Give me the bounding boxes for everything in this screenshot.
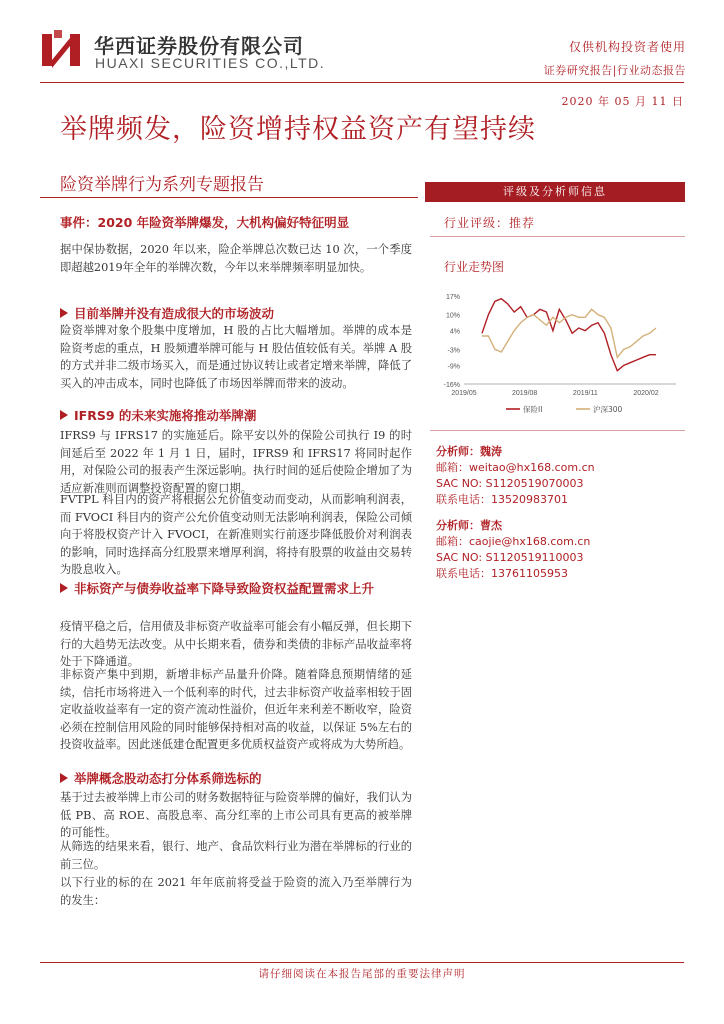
footer-divider	[40, 962, 684, 963]
legend-label: 保险II	[523, 405, 543, 414]
analyst-email[interactable]: 邮箱：weitao@hx168.com.cn	[436, 461, 595, 474]
body-paragraph: 险资举牌对象个股集中度增加，H 股的占比大幅增加。举牌的成本是险资考虑的重点，H 股频遭举牌可能与 H 股估值较低有关。举牌 A 股的方式并非二级市场买入，而是通过协议转让或者定增来举牌，降低了买入的冲击成本，同时也降低了市场因举牌而带来的波动。	[60, 324, 412, 390]
section-heading	[60, 305, 412, 323]
huaxi-logo	[40, 30, 84, 70]
legend-label: 沪深300	[593, 405, 623, 414]
report-type: 证券研究报告|行业动态报告	[543, 64, 686, 77]
section-heading-text: 举牌概念股动态打分体系筛选标的	[74, 771, 262, 786]
analyst-name: 分析师：魏涛	[436, 445, 502, 458]
body-paragraph: 从筛选的结果来看，银行、地产、食品饮料行业为潜在举牌标的行业的前三位。	[60, 840, 412, 871]
body-paragraph: 基于过去被举牌上市公司的财务数据特征与险资举牌的偏好，我们认为低 PB、高 ROE、高股息率、高分红率的上市公司具有更高的被举牌的可能性。	[60, 791, 412, 840]
sidebar-header: 评级及分析师信息	[425, 182, 685, 202]
body-paragraph: IFRS9 与 IFRS17 的实施延后。除平安以外的保险公司执行 I9 的时间延后至 2022 年 1 月 1 日，届时，IFRS9 和 IFRS17 将同时起作用，对保险公司的报表产生深远影响。执行时间的延后使险企增加了为适应新准则而调整投资配置的窗口期。	[60, 429, 412, 495]
x-tick-label: 2020/02	[633, 390, 659, 397]
y-tick-label: 17%	[445, 294, 460, 301]
analyst-name: 分析师：曹杰	[436, 519, 502, 532]
y-tick-label: -9%	[447, 363, 460, 371]
triangle-bullet-icon	[60, 410, 68, 420]
section-heading-text: IFRS9 的未来实施将推动举牌潮	[74, 408, 257, 423]
report-title: 举牌频发，险资增持权益资产有望持续	[60, 114, 536, 145]
section-heading	[60, 407, 412, 425]
series-line	[482, 299, 656, 371]
analyst-phone: 联系电话：13761105953	[436, 567, 568, 580]
y-tick-label: -16%	[443, 382, 460, 389]
body-paragraph: FVTPL 科目内的资产将根据公允价值变动而变动，从而影响利润表，而 FVOCI 科目内的资产公允价值变动则无法影响利润表，保险公司倾向于将股权资产计入 FVOCI，在新准则实行前逐步降低股价对利润表的影响，同时选择高分红股票来增厚利润，将持有股票的收益由交易转为股息收入。	[60, 493, 412, 577]
x-tick-label: 2019/08	[512, 390, 538, 397]
analyst-card	[436, 444, 595, 508]
body-paragraph: 非标资产集中到期，新增非标产品量升价降。随着降息预期情绪的延续，信托市场将进入一个低利率的时代，过去非标资产收益率相较于固定收益收益率有一定的资产流动性溢价，但近年来利差不断收窄，险资必须在控制信用风险的同时能够保持相对高的收益，以保证 5%左右的投资收益率。因此迷低建仓配置更多优质权益资产或将成为大势所趋。	[60, 668, 412, 752]
series-line	[482, 309, 656, 357]
subtitle-divider	[40, 197, 418, 198]
triangle-bullet-icon	[60, 308, 68, 318]
analyst-email[interactable]: 邮箱：caojie@hx168.com.cn	[436, 535, 591, 548]
section-heading-text: 目前举牌并没有造成很大的市场波动	[74, 306, 275, 321]
event-heading: 事件：2020 年险资举牌爆发，大机构偏好特征明显	[60, 215, 350, 230]
y-tick-label: 10%	[445, 312, 460, 320]
y-tick-label: 4%	[449, 328, 460, 336]
report-subtitle: 险资举牌行为系列专题报告	[60, 175, 264, 195]
y-tick-label: -3%	[447, 347, 460, 355]
analyst-card	[436, 518, 590, 582]
audience-note: 仅供机构投资者使用	[568, 40, 686, 54]
section-heading	[60, 770, 412, 788]
header-divider	[40, 82, 684, 83]
body-paragraph: 疫情平稳之后，信用债及非标资产收益率可能会有小幅反弹，但长期下行的大趋势无法改变。从中长期来看，债券和类债的非标产品收益率将处于下降通道。	[60, 620, 412, 669]
section-heading	[60, 580, 412, 598]
trend-chart-title: 行业走势图	[444, 260, 505, 274]
company-name-en: HUAXI SECURITIES CO.,LTD.	[95, 55, 326, 71]
report-date: 2020 年 05 月 11 日	[561, 95, 684, 108]
triangle-bullet-icon	[60, 583, 68, 593]
analyst-sac: SAC NO: S1120519070003	[436, 477, 584, 490]
sidebar-divider	[430, 236, 685, 237]
legal-notice: 请仔细阅读在本报告尾部的重要法律声明	[258, 968, 466, 980]
intro-paragraph: 据中保协数据，2020 年以来，险企举牌总次数已达 10 次，一个季度即超越2019年全年的举牌次数，今年以来举牌频率明显加快。	[60, 243, 412, 274]
analyst-phone: 联系电话：13520983701	[436, 493, 568, 506]
trend-chart	[436, 284, 686, 424]
analyst-sac: SAC NO: S1120519110003	[436, 551, 584, 564]
industry-rating: 行业评级：推荐	[444, 216, 536, 230]
body-paragraph: 以下行业的标的在 2021 年年底前将受益于险资的流入乃至举牌行为的发生：	[60, 876, 412, 907]
x-tick-label: 2019/05	[451, 390, 477, 397]
sidebar-divider	[430, 430, 685, 431]
section-heading-text: 非标资产与债券收益率下降导致险资权益配置需求上升	[74, 581, 375, 596]
triangle-bullet-icon	[60, 773, 68, 783]
x-tick-label: 2019/11	[572, 390, 598, 397]
company-name-cn: 华西证券股份有限公司	[94, 34, 304, 58]
